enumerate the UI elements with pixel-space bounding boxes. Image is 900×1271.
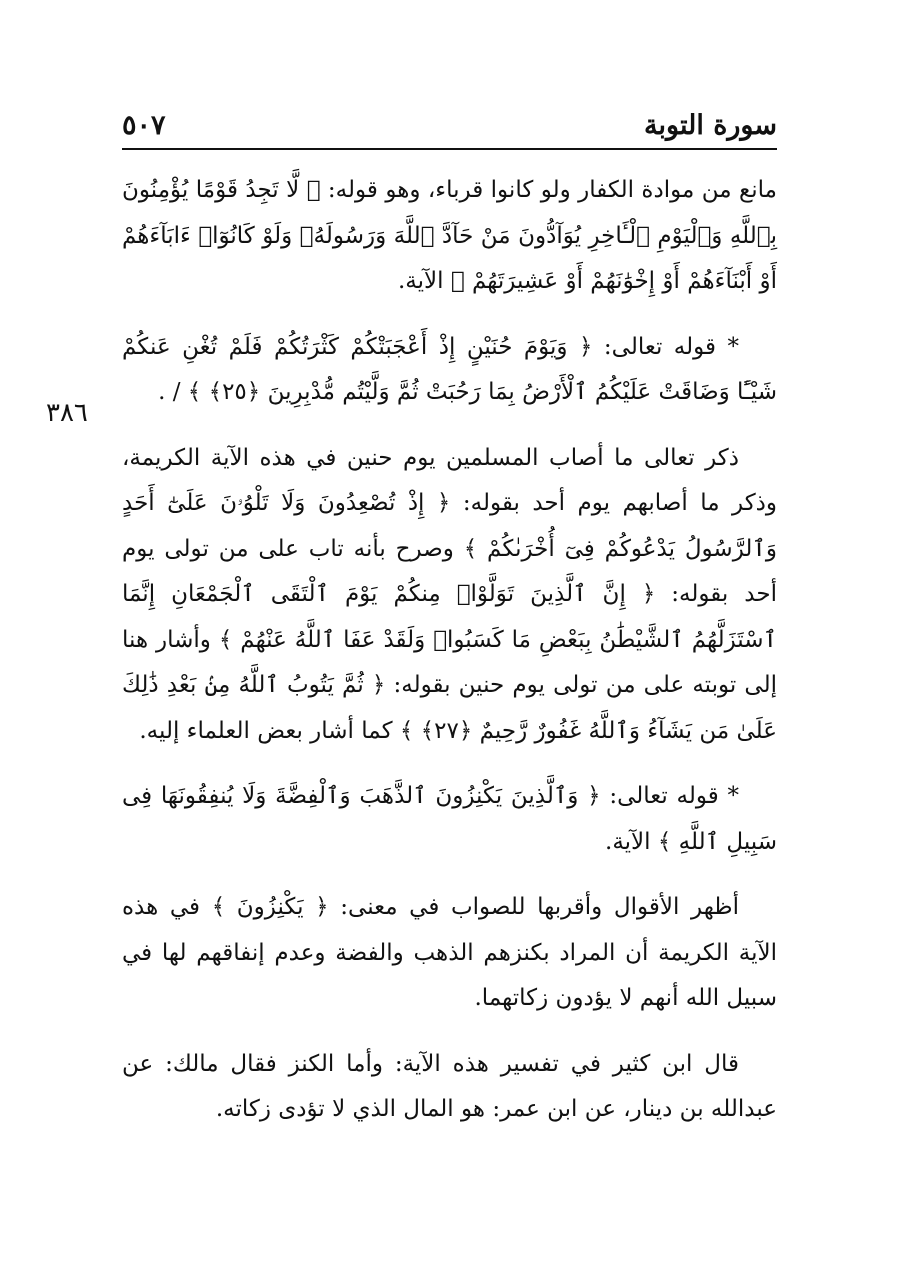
text-segment: الآية. xyxy=(605,828,658,855)
quran-verse: ﴿ يَكْنِزُونَ ﴾ xyxy=(211,894,329,920)
quran-verse: ﴿ إِذْ تُصْعِدُونَ وَلَا تَلْوُۥنَ عَلَىٰٓ أَحَدٍ وَٱلرَّسُولُ يَدْعُوكُمْ فِىٓ أُخْرَىٰكُمْ ﴾ xyxy=(122,490,777,562)
page-number: ٥٠٧ xyxy=(122,110,166,141)
text-segment: * قوله تعالى: xyxy=(592,333,739,360)
text-segment: / . xyxy=(158,379,188,405)
text-segment: قال ابن كثير في تفسير هذه الآية: وأما الكنز فقال مالك: عن عبدالله بن دينار، عن ابن عمر: هو المال الذي لا تؤدى زكاته. xyxy=(122,1050,777,1122)
text-segment: الآية. xyxy=(397,268,451,294)
text-segment: * قوله تعالى: xyxy=(600,783,739,809)
page-header xyxy=(122,100,777,150)
text-segment: ذكر تعالى ما أصاب المسلمين يوم حنين في هذه الآية الكريمة، وذكر ما أصابهم يوم أحد بقوله: xyxy=(122,444,777,516)
quran-verse: ﴿ لَّا تَجِدُ قَوْمًا يُؤْمِنُونَ بِٱللَّهِ وَٱلْيَوْمِ ٱلْـَٔاخِرِ يُوَآدُّونَ مَنْ حَآدَّ ٱللَّهَ وَرَسُولَهُۥ وَلَوْ كَانُوٓا۟ ءَابَآءَهُمْ أَوْ أَبْنَآءَهُمْ أَوْ إِخْوَٰنَهُمْ أَوْ عَشِيرَتَهُمْ ﴾ xyxy=(122,177,777,294)
text-segment: وأشار هنا إلى توبته على من تولى يوم حنين بقوله: xyxy=(122,626,778,698)
quran-verse: ﴿ وَٱلَّذِينَ يَكْنِزُونَ ٱلذَّهَبَ وَٱلْفِضَّةَ وَلَا يُنفِقُونَهَا فِى سَبِيلِ ٱللَّهِ ﴾ xyxy=(122,783,777,855)
quran-verse: ﴿ ثُمَّ يَتُوبُ ٱللَّهُ مِنۢ بَعْدِ ذَٰلِكَ عَلَىٰ مَن يَشَآءُ وَٱللَّهُ غَفُورٌ رَّحِيمٌ ﴿٢٧﴾ ﴾ xyxy=(122,672,777,744)
surah-title: سورة التوبة xyxy=(644,110,777,141)
paragraph-6 xyxy=(122,1042,777,1133)
paragraph-4 xyxy=(122,774,777,865)
paragraph-1 xyxy=(122,168,777,305)
text-segment: في هذه الآية الكريمة أن المراد بكنزهم الذهب والفضة وعدم إنفاقهم لها في سبيل الله أنهم لا يؤدون زكاتهما. xyxy=(122,894,777,1011)
paragraph-5 xyxy=(122,885,777,1022)
text-segment: كما أشار بعض العلماء إليه. xyxy=(139,717,400,744)
margin-reference-number: ٣٨٦ xyxy=(46,398,88,428)
quran-verse: ﴿ وَيَوْمَ حُنَيْنٍ إِذْ أَعْجَبَتْكُمْ كَثْرَتُكُمْ فَلَمْ تُغْنِ عَنكُمْ شَيْـًٔا وَضَاقَتْ عَلَيْكُمُ ٱلْأَرْضُ بِمَا رَحُبَتْ ثُمَّ وَلَّيْتُم مُّدْبِرِينَ ﴿٢٥﴾ ﴾ xyxy=(122,333,777,405)
main-text xyxy=(122,168,777,1133)
text-segment: مانع من موادة الكفار ولو كانوا قرباء، وهو قوله: xyxy=(320,177,777,203)
paragraph-3 xyxy=(122,436,777,755)
text-segment: وصرح بأنه تاب على من تولى يوم أحد بقوله: xyxy=(122,535,777,607)
paragraph-2 xyxy=(122,325,777,416)
quran-verse: ﴿ إِنَّ ٱلَّذِينَ تَوَلَّوْا۟ مِنكُمْ يَوْمَ ٱلْتَقَى ٱلْجَمْعَانِ إِنَّمَا ٱسْتَزَلَّهُمُ ٱلشَّيْطَٰنُ بِبَعْضِ مَا كَسَبُوا۟ وَلَقَدْ عَفَا ٱللَّهُ عَنْهُمْ ﴾ xyxy=(122,581,777,653)
text-segment: أظهر الأقوال وأقربها للصواب في معنى: xyxy=(328,894,740,920)
